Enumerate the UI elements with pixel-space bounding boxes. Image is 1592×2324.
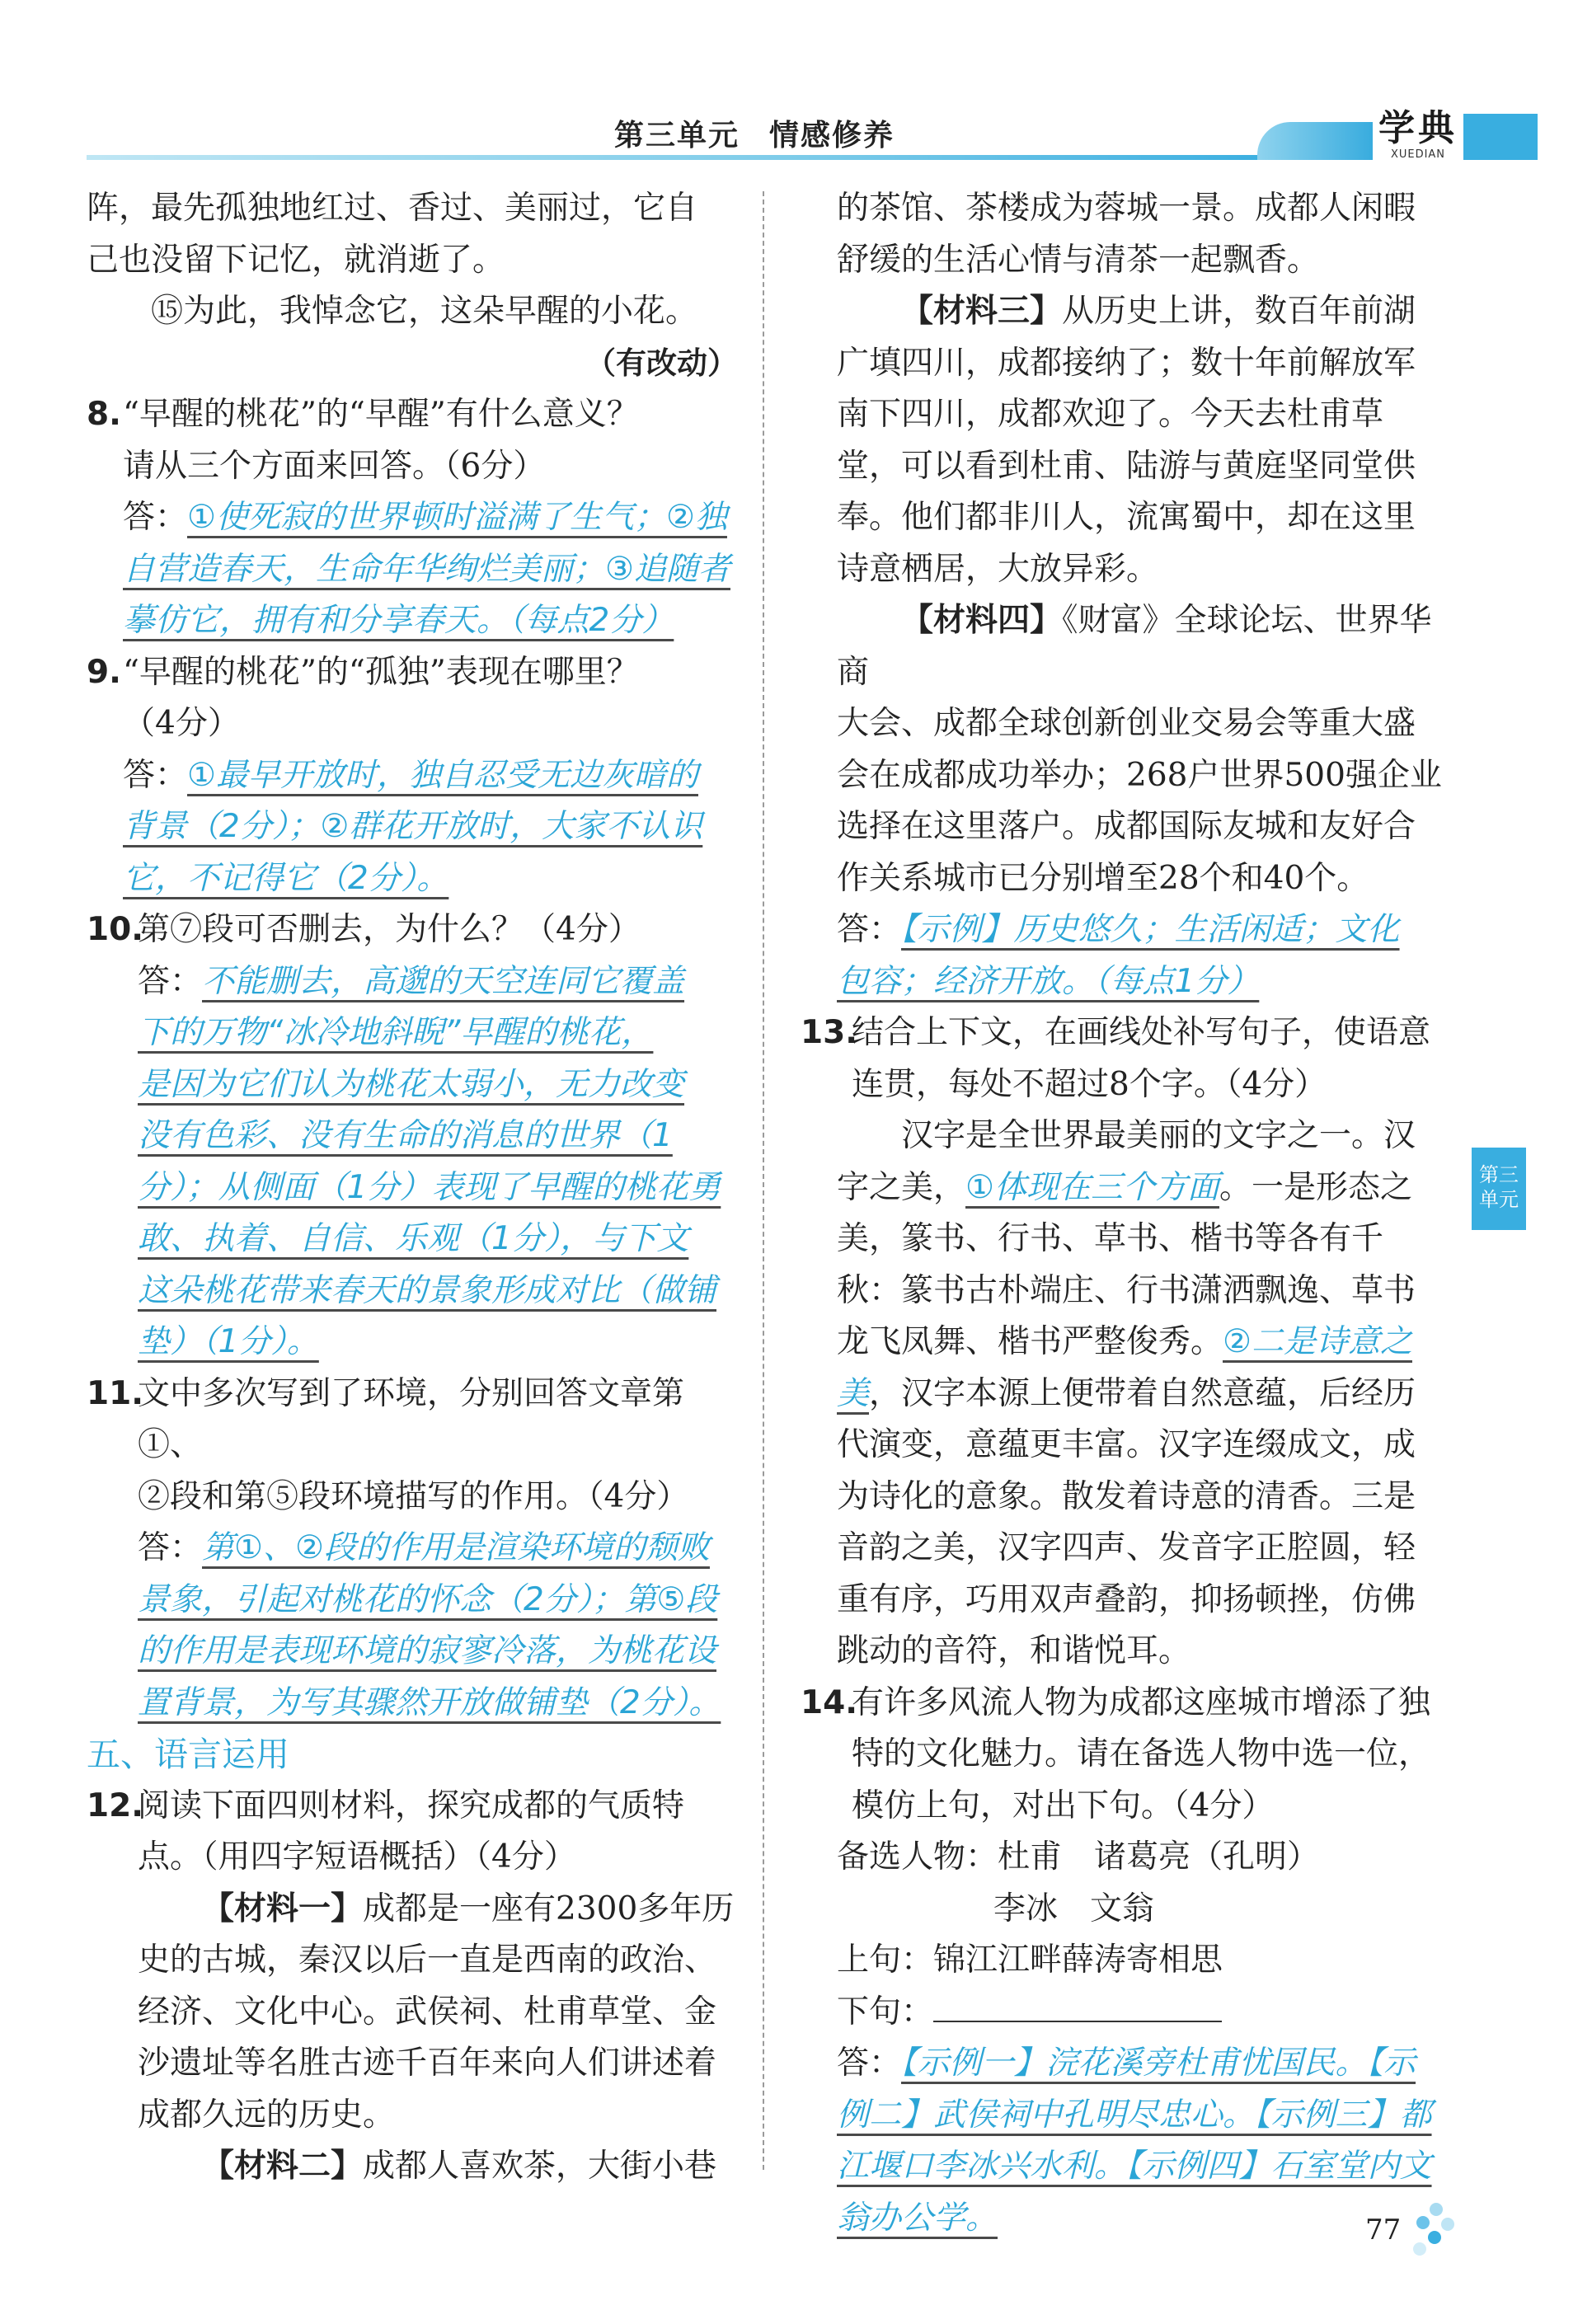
passage-text: 字之美， [837, 1168, 966, 1206]
passage-text: 龙飞凤舞、楷书严整俊秀。 [837, 1323, 1223, 1360]
column-divider [763, 191, 764, 2170]
materials [87, 1884, 738, 2193]
question-text: 连贯，每处不超过8个字。（4分） [852, 1065, 1327, 1103]
answer-text: 例二】武侯祠中孔明尽忠心。【示例三】都 [837, 2096, 1432, 2134]
answer-text: 景象，引起对桃花的怀念（2分）；第⑤段 [138, 1580, 718, 1618]
question-text: 文中多次写到了环境，分别回答文章第①、 [138, 1374, 685, 1463]
material-2 [138, 2141, 738, 2193]
question-14 [801, 1678, 1447, 1833]
page-header [87, 106, 1458, 163]
material-text: 奉。他们都非川人，流寓蜀中，却在这里 [837, 499, 1416, 536]
question-text: 有许多风流人物为成都这座城市增添了独 [852, 1683, 1431, 1721]
material-text: 舒缓的生活心情与清茶一起飘香。 [837, 241, 1320, 279]
answer-8 [87, 492, 738, 647]
question-number: 10. [87, 911, 144, 948]
material-label: 【材料四】 [901, 602, 1063, 639]
passage-line: 音韵之美，汉字四声、发音字正腔圆，轻 [837, 1529, 1416, 1566]
passage-text: 。一是形态之 [1219, 1168, 1412, 1206]
material-text: 成都久远的历史。 [138, 2096, 396, 2134]
answer-text: 不能删去，高邈的天空连同它覆盖 [202, 962, 685, 1000]
material-text: 《财富》全球论坛、世界华商 [837, 602, 1432, 691]
text-line: 阵，最先孤独地红过、香过、美丽过，它自 [87, 190, 698, 227]
material-text: 作关系城市已分别增至28个和40个。 [837, 859, 1369, 897]
passage-line: 美，篆书、行书、草书、楷书等各有千 [837, 1220, 1384, 1257]
candidates: 杜甫 诸葛亮（孔明） [998, 1838, 1320, 1876]
question-number: 14. [801, 1683, 858, 1721]
material-4 [837, 595, 1447, 698]
answer-label: 答： [138, 962, 203, 1000]
answer-label: 答： [837, 2045, 902, 2082]
header-rule [87, 155, 1282, 160]
logo-bar [1463, 114, 1538, 160]
answer-text: 分）；从侧面（1分）表现了早醒的桃花勇 [138, 1168, 721, 1206]
passage-line: 为诗化的意象。散发着诗意的清香。三是 [837, 1477, 1416, 1515]
question-11 [87, 1369, 738, 1524]
right-column [801, 183, 1447, 2244]
fill-answer-2: ②二是诗意之 [1223, 1323, 1412, 1360]
answer-text: 翁办公学。 [837, 2199, 998, 2237]
fill-answer-2-cont: 美 [837, 1374, 870, 1412]
answer-text: ①最早开放时，独自忍受无边灰暗的 [187, 756, 698, 794]
question-12 [87, 1781, 738, 1884]
material-label: 【材料二】 [202, 2148, 364, 2185]
side-tab-line: 单元 [1479, 1188, 1519, 1211]
passage-line: 代演变，意蕴更丰富。汉字连缀成文，成 [837, 1426, 1416, 1463]
side-tab-line: 第三 [1479, 1163, 1519, 1186]
passage-text: ，汉字本源上便带着自然意蕴，后经历 [869, 1374, 1416, 1412]
answer-text: 第①、②段的作用是渲染环境的颓败 [202, 1529, 710, 1566]
material-text: 成都是一座有2300多年历 [363, 1890, 735, 1927]
answer-label: 答： [123, 756, 188, 794]
answer-text: 置背景，为写其骤然开放做铺垫（2分）。 [138, 1683, 721, 1721]
answer-text: 江堰口李冰兴水利。【示例四】石室堂内文 [837, 2148, 1432, 2185]
answer-10 [87, 956, 738, 1369]
question-number: 13. [801, 1014, 858, 1051]
passage-line: 重有序，巧用双声叠韵，抑扬顿挫，仿佛 [837, 1580, 1416, 1618]
upper-line [837, 1935, 1447, 1987]
material-text: 会在成都成功举办；268户世界500强企业 [837, 756, 1442, 794]
candidates: 李冰 文翁 [993, 1890, 1155, 1927]
answer-text: 敢、执着、自信、乐观（1分），与下文 [138, 1220, 689, 1257]
material-label: 【材料三】 [901, 293, 1063, 330]
material-1 [138, 1884, 738, 1936]
question-text: “早醒的桃花”的“早醒”有什么意义？ [123, 396, 639, 433]
answer-label: 答： [837, 911, 902, 948]
text-line: 己也没留下记忆，就消逝了。 [87, 241, 505, 279]
question-text: 点。（用四字短语概括）（4分） [138, 1838, 576, 1876]
answer-12 [837, 904, 1447, 956]
material-text: 史的古城，秦汉以后一直是西南的政治、 [138, 1941, 717, 1979]
upper-text: 锦江江畔薛涛寄相思 [933, 1941, 1223, 1979]
material-text: 堂，可以看到杜甫、陆游与黄庭坚同堂供 [837, 447, 1416, 485]
passage-line [837, 1369, 1447, 1420]
left-column [87, 183, 738, 2193]
answer-text: 【示例一】浣花溪旁杜甫忧国民。【示 [901, 2045, 1416, 2082]
answer-11 [87, 1523, 738, 1729]
material-text: 的茶馆、茶楼成为蓉城一景。成都人闲暇 [837, 190, 1416, 227]
material-text: 沙遗址等名胜古迹千百年来向人们讲述着 [138, 2045, 717, 2082]
answer-text: 自营造春天，生命年华绚烂美丽；③追随者 [123, 550, 730, 588]
question-text: 请从三个方面来回答。（6分） [123, 447, 546, 485]
answer-label: 答： [138, 1529, 203, 1566]
question-number: 11. [87, 1374, 144, 1412]
question-8 [87, 389, 738, 492]
lower-label: 下句： [837, 1993, 934, 2031]
passage-line: 跳动的音符，和谐悦耳。 [837, 1632, 1191, 1669]
answer-text: 背景（2分）；②群花开放时，大家不认识 [123, 808, 703, 845]
question-text: ②段和第⑤段环境描写的作用。（4分） [138, 1477, 689, 1515]
material-text: 诗意栖居，大放异彩。 [837, 550, 1159, 588]
question-text: 特的文化魅力。请在备选人物中选一位， [852, 1735, 1431, 1772]
passage-line: 汉字是全世界最美丽的文字之一。汉 [901, 1117, 1416, 1154]
question-text: 结合上下文，在画线处补写句子，使语意 [852, 1014, 1431, 1051]
material-text: 从历史上讲，数百年前湖 [1062, 293, 1416, 330]
hexagon-dots-decoration [1411, 2203, 1461, 2261]
question-9 [87, 647, 738, 750]
answer-text: 【示例】历史悠久；生活闲适；文化 [901, 911, 1400, 948]
question-13 [801, 1007, 1447, 1110]
answer-text: 没有色彩、没有生命的消息的世界（1 [138, 1117, 673, 1154]
header-title [614, 112, 924, 154]
answer-text: 包容；经济开放。（每点1分） [837, 962, 1260, 1000]
page-number: 77 [1365, 2214, 1402, 2247]
candidates-line [837, 1832, 1447, 1884]
answer-label: 答： [123, 499, 188, 536]
material-text: 大会、成都全球创新创业交易会等重大盛 [837, 705, 1416, 742]
answer-9 [87, 750, 738, 905]
header-swoosh [1257, 122, 1381, 160]
answer-text: 的作用是表现环境的寂寥冷落，为桃花设 [138, 1632, 717, 1669]
passage-line [837, 1162, 1447, 1214]
fill-answer-1: ①体现在三个方面 [965, 1168, 1219, 1206]
source-note: （有改动） [585, 345, 738, 381]
upper-label: 上句： [837, 1941, 934, 1979]
answer-text: ①使死寂的世界顿时溢满了生气；②独 [187, 499, 727, 536]
answer-text: 它，不记得它（2分）。 [123, 859, 449, 897]
answer-text: 摹仿它，拥有和分享春天。（每点2分） [123, 602, 674, 639]
theme-label: 情感修养 [769, 118, 895, 153]
unit-side-tab [1472, 1148, 1526, 1230]
material-label: 【材料一】 [202, 1890, 364, 1927]
question-10 [87, 904, 738, 956]
question-text: （4分） [123, 705, 240, 742]
answer-14 [837, 2038, 1447, 2090]
question-number: 8. [87, 396, 121, 433]
answer-text: 这朵桃花带来春天的景象形成对比（做铺 [138, 1271, 717, 1309]
paragraph-15: ⑮为此，我悼念它，这朵早醒的小花。 [151, 293, 698, 330]
question-text: 模仿上句，对出下句。（4分） [852, 1786, 1275, 1824]
material-text: 成都人喜欢茶，大街小巷 [363, 2148, 717, 2185]
answer-text: 垫）（1分）。 [138, 1323, 319, 1360]
section-heading: 五、语言运用 [87, 1735, 289, 1774]
answer-text: 是因为它们认为桃花太弱小，无力改变 [138, 1065, 685, 1103]
material-text: 经济、文化中心。武侯祠、杜甫草堂、金 [138, 1993, 717, 2031]
logo [1373, 109, 1463, 163]
answer-text: 下的万物“冰冷地斜睨”早醒的桃花， [138, 1014, 654, 1051]
answer-blank [933, 1991, 1222, 2022]
passage-line: 秋：篆书古朴端庄、行书潇洒飘逸、草书 [837, 1271, 1416, 1309]
material-text: 南下四川，成都欢迎了。今天去杜甫草 [837, 396, 1384, 433]
material-text: 选择在这里落户。成都国际友城和友好合 [837, 808, 1416, 845]
lower-line [837, 1987, 1447, 2039]
passage-line [837, 1317, 1447, 1369]
question-text: 阅读下面四则材料，探究成都的气质特 [138, 1786, 685, 1824]
logo-sub: XUEDIAN [1390, 148, 1446, 161]
question-text: 第⑦段可否删去，为什么？（4分） [138, 911, 641, 948]
question-number: 9. [87, 653, 121, 691]
material-3 [837, 286, 1447, 338]
logo-main: 学典 [1378, 107, 1458, 149]
candidates-label: 备选人物： [837, 1838, 998, 1876]
material-text: 广填四川，成都接纳了；数十年前解放军 [837, 344, 1416, 382]
unit-label: 第三单元 [614, 118, 740, 153]
question-number: 12. [87, 1786, 144, 1824]
question-text: “早醒的桃花”的“孤独”表现在哪里？ [123, 653, 639, 691]
